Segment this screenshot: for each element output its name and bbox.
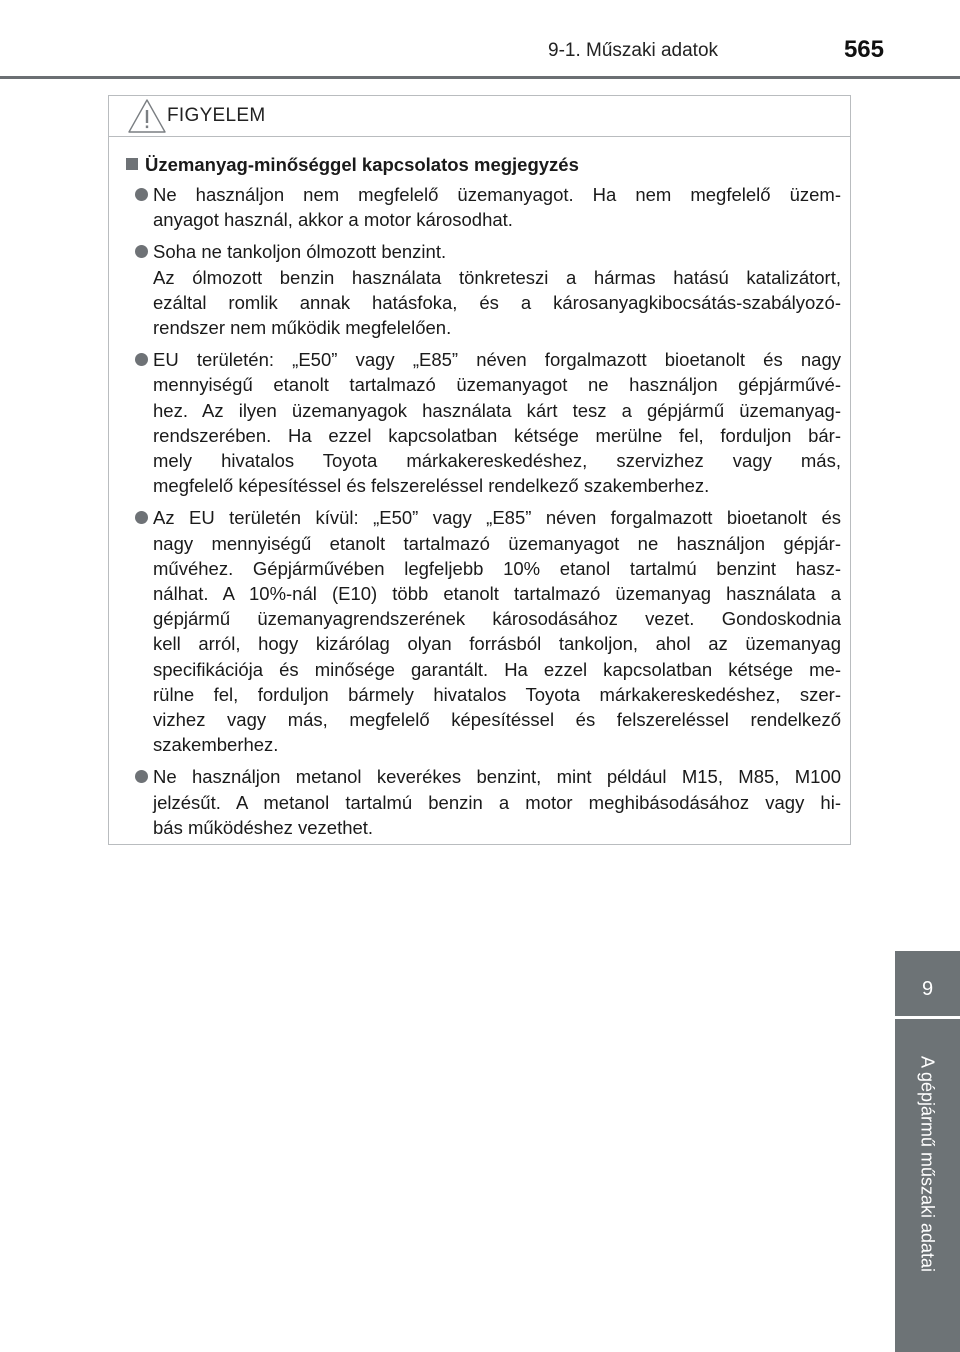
caution-body bbox=[125, 152, 841, 847]
bullet-line: Az EU területén kívül: „E50” vagy „E85” néven forgalmazott bioetanolt és bbox=[153, 507, 841, 529]
round-bullet-icon bbox=[135, 245, 148, 258]
bullet-line: vizhez vagy más, megfelelő képesítéssel és felszereléssel rendelkező bbox=[153, 709, 841, 731]
bullet-item bbox=[125, 764, 841, 840]
caution-header bbox=[109, 96, 850, 137]
bullet-item bbox=[125, 347, 841, 498]
chapter-side-tab[interactable] bbox=[895, 951, 960, 1352]
topic-heading bbox=[125, 152, 841, 178]
round-bullet-icon bbox=[135, 188, 148, 201]
bullet-line: rülne fel, forduljon bármely hivatalos Toyota márkakereskedéshez, szer- bbox=[153, 683, 841, 705]
chapter-number: 9 bbox=[921, 978, 934, 1000]
bullet-line: kell arról, hogy kizárólag olyan forrásból tankoljon, ahol az üzemanyag bbox=[153, 633, 841, 655]
bullet-line: anyagot használ, akkor a motor károsodhat. bbox=[153, 209, 513, 231]
caution-box bbox=[108, 95, 851, 845]
bullet-item bbox=[125, 239, 841, 340]
bullet-line: mennyiségű etanolt tartalmazó üzemanyagot ne használjon gépjárművé- bbox=[153, 374, 841, 396]
bullet-line: ezáltal romlik annak hatásfoka, és a károsanyagkibocsátás-szabályozó- bbox=[153, 291, 841, 313]
page-number: 565 bbox=[843, 36, 884, 63]
bullet-line: hez. Az ilyen üzemanyagok használata kárt tesz a gépjármű üzemanyag- bbox=[153, 399, 841, 421]
bullet-line: specifikációja és minősége garantált. Ha ezzel kapcsolatban kétsége me- bbox=[153, 658, 841, 680]
bullet-line: nagy mennyiségű etanolt tartalmazó üzemanyagot ne használjon gépjár- bbox=[153, 532, 841, 554]
caution-title: FIGYELEM bbox=[167, 105, 266, 126]
bullet-line: Ne használjon metanol keverékes benzint, mint például M15, M85, M100 bbox=[153, 766, 841, 788]
header-rule bbox=[0, 76, 960, 79]
bullet-line: rendszer nem működik megfelelően. bbox=[153, 317, 452, 339]
round-bullet-icon bbox=[135, 770, 148, 783]
bullet-item bbox=[125, 182, 841, 232]
square-bullet-icon bbox=[126, 158, 138, 170]
bullet-line: szakemberhez. bbox=[153, 734, 279, 756]
round-bullet-icon bbox=[135, 511, 148, 524]
header-section-title: 9-1. Műszaki adatok bbox=[548, 40, 719, 61]
bullet-item bbox=[125, 505, 841, 757]
bullet-line: mely hivatalos Toyota márkakereskedéshez, szervizhez vagy más, bbox=[153, 450, 841, 472]
bullet-line: nálhat. A 10%-nál (E10) több etanolt tartalmazó üzemanyag használata a bbox=[153, 583, 841, 605]
bullet-line: művéhez. Gépjárművében legfeljebb 10% etanol tartalmú benzint hasz- bbox=[153, 557, 841, 579]
topic-heading-text: Üzemanyag-minőséggel kapcsolatos megjegyzés bbox=[145, 154, 579, 175]
bullet-line: EU területén: „E50” vagy „E85” néven forgalmazott bioetanolt és nagy bbox=[153, 349, 841, 371]
bullet-line: megfelelő képesítéssel és felszereléssel rendelkező szakemberhez. bbox=[153, 475, 710, 497]
tab-divider bbox=[895, 1016, 960, 1019]
bullet-line: Soha ne tankoljon ólmozott benzint. bbox=[153, 241, 447, 263]
bullet-line: Ne használjon nem megfelelő üzemanyagot. Ha nem megfelelő üzem- bbox=[153, 184, 841, 205]
bullet-line: Az ólmozott benzin használata tönkreteszi a hármas hatású katalizátort, bbox=[153, 266, 841, 288]
bullet-line: bás működéshez vezethet. bbox=[153, 816, 374, 838]
bullet-line: rendszerében. Ha ezzel kapcsolatban kétsége merülne fel, forduljon bár- bbox=[153, 424, 841, 446]
bullet-line: jelzésűt. A metanol tartalmú benzin a motor meghibásodásához vagy hi- bbox=[153, 791, 841, 813]
chapter-title: A gépjármű műszaki adatai bbox=[917, 1055, 938, 1273]
round-bullet-icon bbox=[135, 353, 148, 366]
warning-triangle-icon bbox=[127, 98, 167, 134]
bullet-line: gépjármű üzemanyagrendszerének károsodásához vezet. Gondoskodnia bbox=[153, 608, 841, 630]
